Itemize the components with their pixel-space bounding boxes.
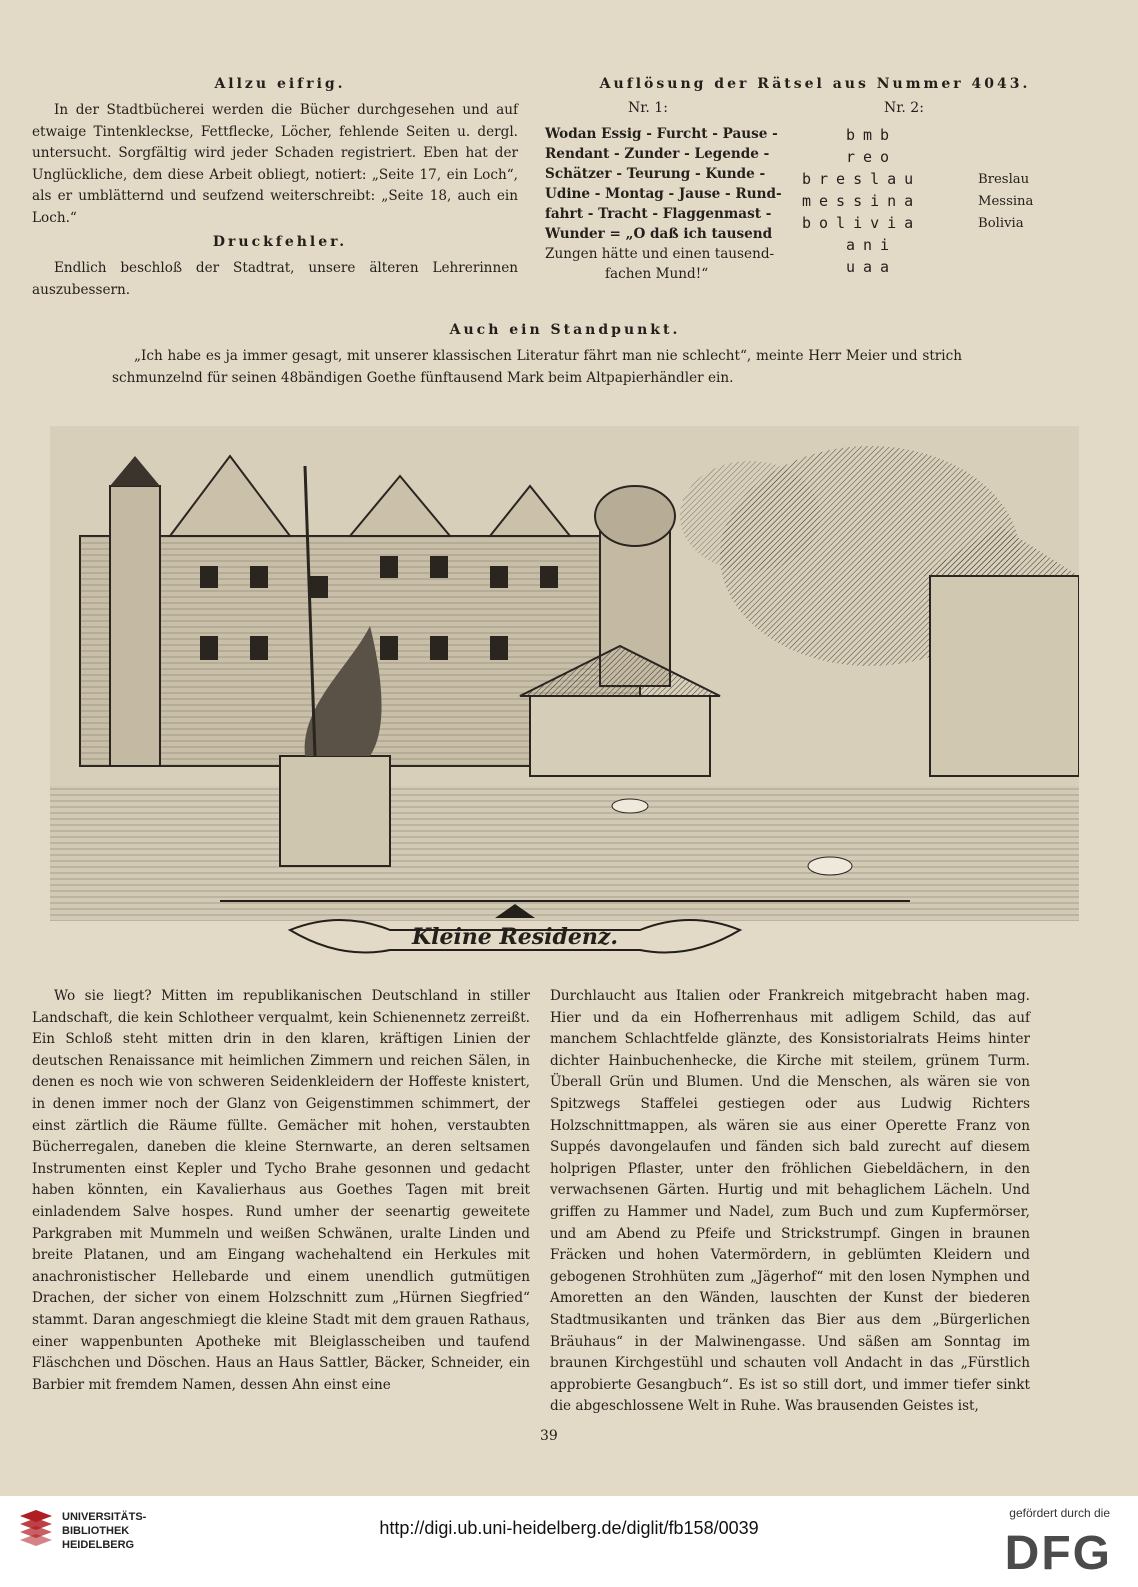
funded-by-label: gefördert durch die [1009, 1506, 1110, 1520]
digitization-footer [0, 1496, 1138, 1587]
letter-grid-row: breslau [802, 170, 922, 188]
dfg-logo: DFG [1004, 1527, 1112, 1580]
riddle-nr1-label: Nr. 1: [628, 100, 668, 116]
letter-grid-row: uaa [846, 258, 898, 276]
riddle-nr2-letter-grid [796, 126, 976, 286]
riddle-nr2-label: Nr. 2: [884, 100, 924, 116]
riddle-answer: Bolivia [978, 216, 1024, 231]
institution-line: UNIVERSITÄTS- [62, 1511, 147, 1523]
illustration-kleine-residenz [50, 426, 1079, 921]
main-text-right-column: Durchlaucht aus Italien oder Frankreich mitgebracht haben mag. Hier und da ein Hofherrenhaus mit adligem Schild, das auf manchem Schlachtfelde glänzte, des Konsistorialrats Heims hinter dichter Hainbuchenhecke, die Kirche mit steilem, grünem Turm. Überall Grün und Blumen. Und die Menschen, als wären sie von Spitzwegs Staffelei gestiegen oder aus Ludwig Richters Holzschnittmappen, als wären sie aus einer Operette Franz von Suppés davongelaufen und fänden sich bald zurecht auf diesem holprigen Pflaster, unter den fröhlichen Giebeldächern, in den verwachsenen Gärten. Hurtig und mit behaglichem Lächeln. Und griffen zu Hammer und Nadel, zum Buch und zum Kupfermörser, und am Abend zu Pfeife und Strickstrumpf. Gingen in braunen Fräcken und hohen Vatermördern, in geblümten Kleidern und gebogenen Strohhüten zum „Jägerhof“ mit den losen Nymphen und Amoretten an den Wänden, lauschten der Kunst der biederen Stadtmusikanten und tränken das Bier aus dem „Bürgerlichen Bräuhaus“ in der Malwinengasse. Und säßen am Sonntag im braunen Kirchgestühl und schauten voll Andacht in das „Fürstlich approbierte Gesangbuch“. Es ist so still dort, und immer tiefer sinkt die abgeschlossene Welt in Ruhe. Was brausenden Geistes ist, [550, 988, 1030, 1415]
letter-grid-row: messina [802, 192, 922, 210]
institution-line: BIBLIOTHEK [62, 1525, 130, 1537]
article-body-druckfehler: Endlich beschloß der Stadtrat, unsere älteren Lehrerinnen auszubessern. [32, 260, 518, 298]
riddle-nr1-line: Zungen hätte und einen tausend- [545, 246, 775, 262]
riddle-solutions-title: Auflösung der Rätsel aus Nummer 4043. [599, 76, 1031, 92]
letter-grid-row: reo [846, 148, 898, 166]
illustration-caption: Kleine Residenz. [411, 924, 619, 950]
riddle-nr1-line: Rendant - Zunder - Legende - [545, 146, 770, 162]
main-text-left-column: Wo sie liegt? Mitten im republikanischen Deutschland in stiller Landschaft, die kein Schlotheer verqualmt, kein Schienennetz zerreißt. Ein Schloß steht mitten drin in den klaren, kräftigen Linien der deutschen Renaissance mit heimlichen Zimmern und reichen Sälen, in denen es noch wie von schweren Seidenkleidern der Hoffeste knistert, in denen immer noch der Glanz von Geigenstimmen schimmert, der einst zärtlich die Räume füllte. Gemächer mit hohen, verstaubten Bücherregalen, daneben die kleine Sternwarte, an deren seltsamen Instrumenten einst Kepler und Tycho Brahe gesonnen und gedacht haben könnten, ein Kavalierhaus aus Goethes Tagen mit breit einladendem Salve hospes. Rund umher der seenartig geweitete Parkgraben mit Mummeln und weißen Schwänen, uralte Linden und breite Platanen, und am Eingang wachehaltend ein Herkules mit anachronistischer Hellebarde und einem unendlich gutmütigen Drachen, der sicher von einem Holzschnitt zum „Hürnen Siegfried“ stammt. Daran angeschmiegt die kleine Stadt mit dem grauen Rathaus, einer wappenbunten Apotheke mit Bleiglasscheiben und taufend Fläschchen und Döschen. Haus an Haus Sattler, Bäcker, Schneider, ein Barbier mit fremdem Namen, dessen Ahn einst eine [32, 988, 530, 1393]
letter-grid-row: bmb [846, 126, 898, 144]
article-body-allzu-eifrig: In der Stadtbücherei werden die Bücher durchgesehen und auf etwaige Tintenkleckse, Fettflecke, Löcher, fehlende Seiten u. dergl. untersucht. Sorgfältig wird jeder Schaden registriert. Eben hat der Unglückliche, dem diese Arbeit obliegt, notiert: „Seite 17, ein Loch“, als er umblätternd und seufzend weiterschreibt: „Seite 18, auch ein Loch.“ [32, 102, 518, 226]
page-number: 39 [540, 1428, 558, 1444]
digital-copy-url[interactable]: http://digi.ub.uni-heidelberg.de/diglit/fb158/0039 [379, 1518, 759, 1538]
riddle-nr1-line: Wodan Essig - Furcht - Pause - [545, 126, 778, 142]
riddle-nr1-line: Udine - Montag - Jause - Rund- [545, 186, 782, 202]
riddle-answer: Breslau [978, 172, 1030, 187]
article-body-standpunkt: „Ich habe es ja immer gesagt, mit unserer klassischen Literatur fährt man nie schlecht“, meinte Herr Meier und strich schmunzelnd für seinen 48bändigen Goethe fünftausend Mark beim Altpapierhändler ein. [112, 348, 962, 386]
letter-grid-row: bolivia [802, 214, 922, 232]
institution-line: HEIDELBERG [62, 1539, 135, 1551]
article-title-allzu-eifrig: Allzu eifrig. [214, 76, 346, 92]
letter-grid-row: ani [846, 236, 898, 254]
article-title-standpunkt: Auch ein Standpunkt. [449, 322, 681, 338]
riddle-nr1-line: fachen Mund!“ [605, 266, 709, 282]
riddle-nr1-line: fahrt - Tracht - Flaggenmast - [545, 206, 772, 222]
riddle-nr1-line: Wunder = „O daß ich tausend [545, 226, 773, 242]
castle-engraving [50, 426, 1079, 921]
illustration-caption-banner [280, 900, 750, 964]
riddle-nr1-line: Schätzer - Teurung - Kunde - [545, 166, 766, 182]
riddle-answer: Messina [978, 194, 1034, 209]
crown-icon [495, 904, 535, 918]
riddle-nr1-solution [545, 124, 785, 284]
article-title-druckfehler: Druckfehler. [212, 234, 348, 250]
